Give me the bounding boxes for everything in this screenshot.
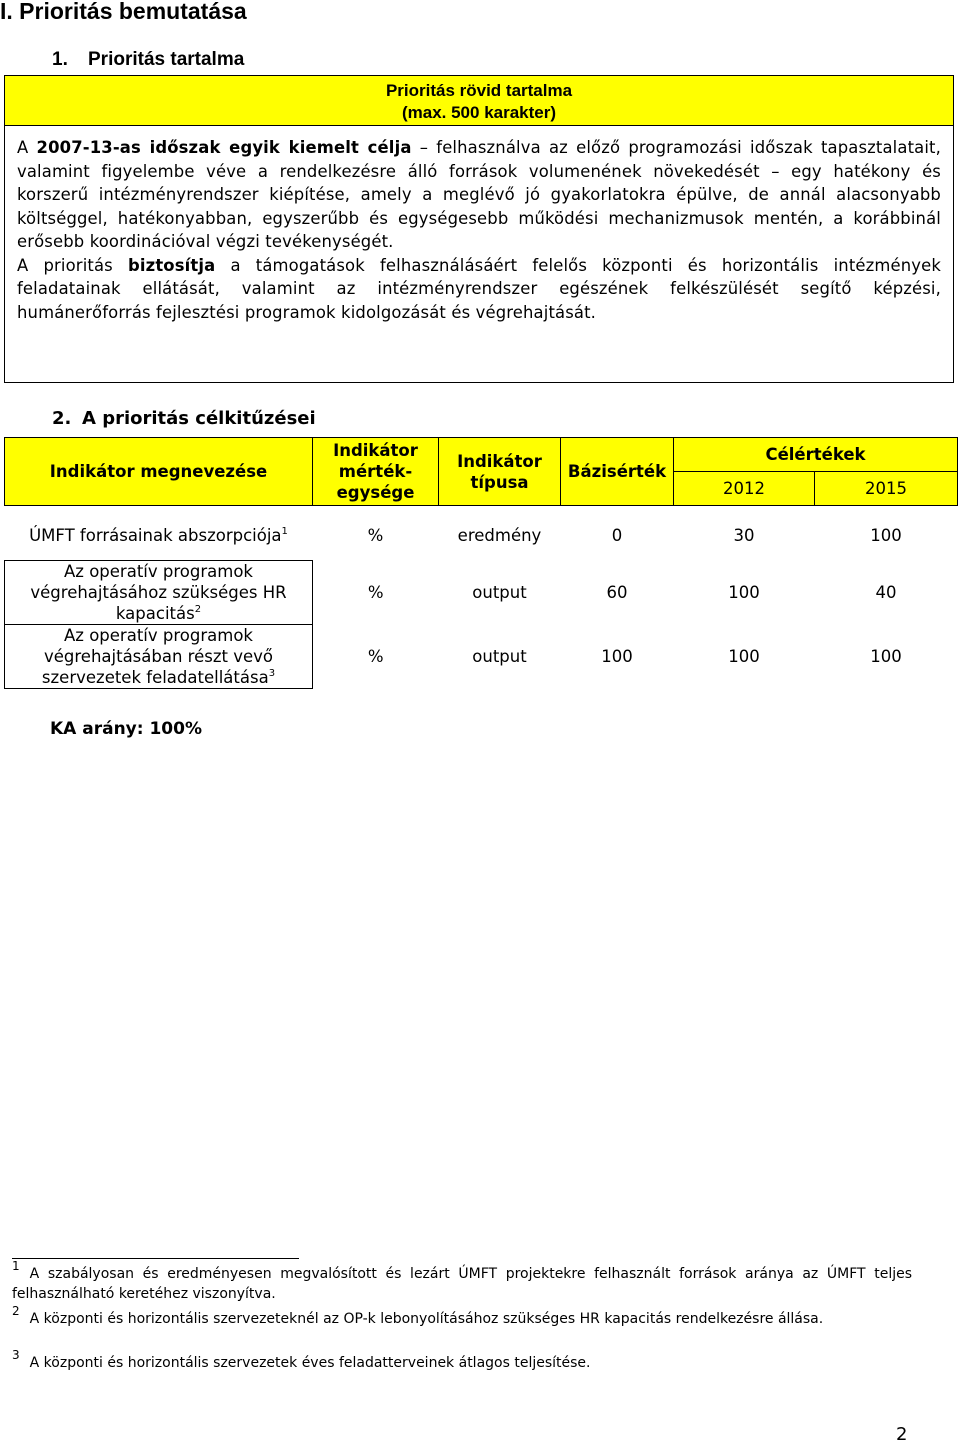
p1-bold: 2007-13-as időszak egyik kiemelt célja bbox=[36, 138, 412, 157]
p2-text-a: A prioritás bbox=[17, 255, 128, 275]
row2-base: 60 bbox=[606, 582, 628, 602]
ka-ratio: KA arány: 100% bbox=[50, 719, 202, 739]
row1-2015: 100 bbox=[870, 525, 902, 545]
header-targets: Célértékek bbox=[674, 438, 958, 472]
row2-2012: 100 bbox=[728, 582, 760, 602]
header-year-2012: 2012 bbox=[674, 472, 815, 506]
indicator-table bbox=[4, 437, 958, 689]
row1-type: eredmény bbox=[457, 525, 542, 545]
page-number: 2 bbox=[896, 1424, 908, 1445]
row2-unit: % bbox=[367, 582, 384, 602]
summary-paragraph-1 bbox=[17, 136, 941, 254]
summary-box-header bbox=[5, 76, 953, 126]
header-indicator-unit: Indikátor mérték-egysége bbox=[313, 438, 439, 506]
footnote-3-mark: 3 bbox=[12, 1348, 20, 1362]
footnote-1-text: A szabályosan és eredményesen megvalósított és lezárt ÚMFT projektekre felhasznált források aránya az ÚMFT teljes felhasználható keretéhez viszonyítva. bbox=[12, 1266, 912, 1302]
table-row bbox=[5, 560, 958, 624]
section2-title: A prioritás célkitűzései bbox=[82, 408, 316, 429]
page-heading: I. Prioritás bemutatása bbox=[0, 0, 247, 24]
p2-bold: biztosítja bbox=[127, 255, 216, 275]
footnote-2 bbox=[12, 1304, 912, 1329]
section1-heading bbox=[52, 49, 244, 71]
footnote-2-mark: 2 bbox=[12, 1304, 20, 1318]
row3-2012: 100 bbox=[728, 646, 760, 666]
row1-unit: % bbox=[367, 525, 384, 545]
footnote-1-mark: 1 bbox=[12, 1259, 20, 1273]
header-baseline: Bázisérték bbox=[561, 438, 674, 506]
row2-2015: 40 bbox=[875, 582, 897, 602]
row2-name: Az operatív programok végrehajtásához szükséges HR kapacitás$^2$ bbox=[5, 560, 313, 624]
header-year-2015: 2015 bbox=[815, 472, 958, 506]
row3-2015: 100 bbox=[870, 646, 902, 666]
table-row bbox=[5, 518, 958, 552]
row3-type: output bbox=[472, 646, 527, 666]
row1-name: ÚMFT forrásainak abszorpciója$^1$ bbox=[29, 525, 288, 545]
row3-base: 100 bbox=[601, 646, 633, 666]
footnote-3-text: A központi és horizontális szervezetek éves feladatterveinek átlagos teljesítése. bbox=[29, 1355, 591, 1371]
header-indicator-name: Indikátor megnevezése bbox=[5, 438, 313, 506]
section1-title: Prioritás tartalma bbox=[88, 49, 245, 70]
section2-number: 2. bbox=[52, 408, 72, 429]
row3-unit: % bbox=[367, 646, 384, 666]
summary-header-line1: Prioritás rövid tartalma bbox=[385, 81, 573, 100]
row1-2012: 30 bbox=[733, 525, 755, 545]
footnote-1 bbox=[12, 1259, 912, 1304]
summary-box-body bbox=[5, 126, 953, 324]
footnote-2-text: A központi és horizontális szervezeteknél az OP-k lebonyolításához szükséges HR kapacitás rendelkezésre állása. bbox=[29, 1311, 824, 1327]
footnote-3 bbox=[12, 1348, 912, 1373]
section2-heading bbox=[52, 408, 316, 429]
summary-paragraph-2 bbox=[17, 254, 941, 325]
p2-text-c: a támogatások felhasználásáért felelős központi és horizontális intézmények feladatainak ellátását, valamint az intézményrendszer egészének felkészülését segítő képzési, humánerőforrás fejlesztési programok kidolgozását és végrehajtását. bbox=[17, 255, 942, 322]
table-row bbox=[5, 624, 958, 688]
row1-base: 0 bbox=[611, 525, 623, 545]
summary-header-line2: (max. 500 karakter) bbox=[401, 103, 557, 122]
p1-text-c: – felhasználva az előző programozási időszak tapasztalatait, valamint figyelembe véve a rendelkezésre álló források volumenének növekedését – egy hatékony és korszerű intézményrendszer kiépítése, amely a meglévő jó gyakorlatokra épülve, de annál alacsonyabb költséggel, hatékonyabban, egyszerűbb és egységesebb működési mechanizmusok mentén, a korábbinál erősebb koordinációval végzi tevékenységét. bbox=[17, 138, 941, 251]
section1-number: 1. bbox=[52, 49, 68, 70]
row3-name: Az operatív programok végrehajtásában részt vevő szervezetek feladatellátása$^3$ bbox=[5, 624, 313, 688]
row2-type: output bbox=[472, 582, 527, 602]
p1-text-a: A bbox=[17, 138, 37, 157]
footnote-separator bbox=[12, 1258, 299, 1259]
header-indicator-type: Indikátor típusa bbox=[439, 438, 561, 506]
priority-summary-box bbox=[4, 75, 954, 383]
